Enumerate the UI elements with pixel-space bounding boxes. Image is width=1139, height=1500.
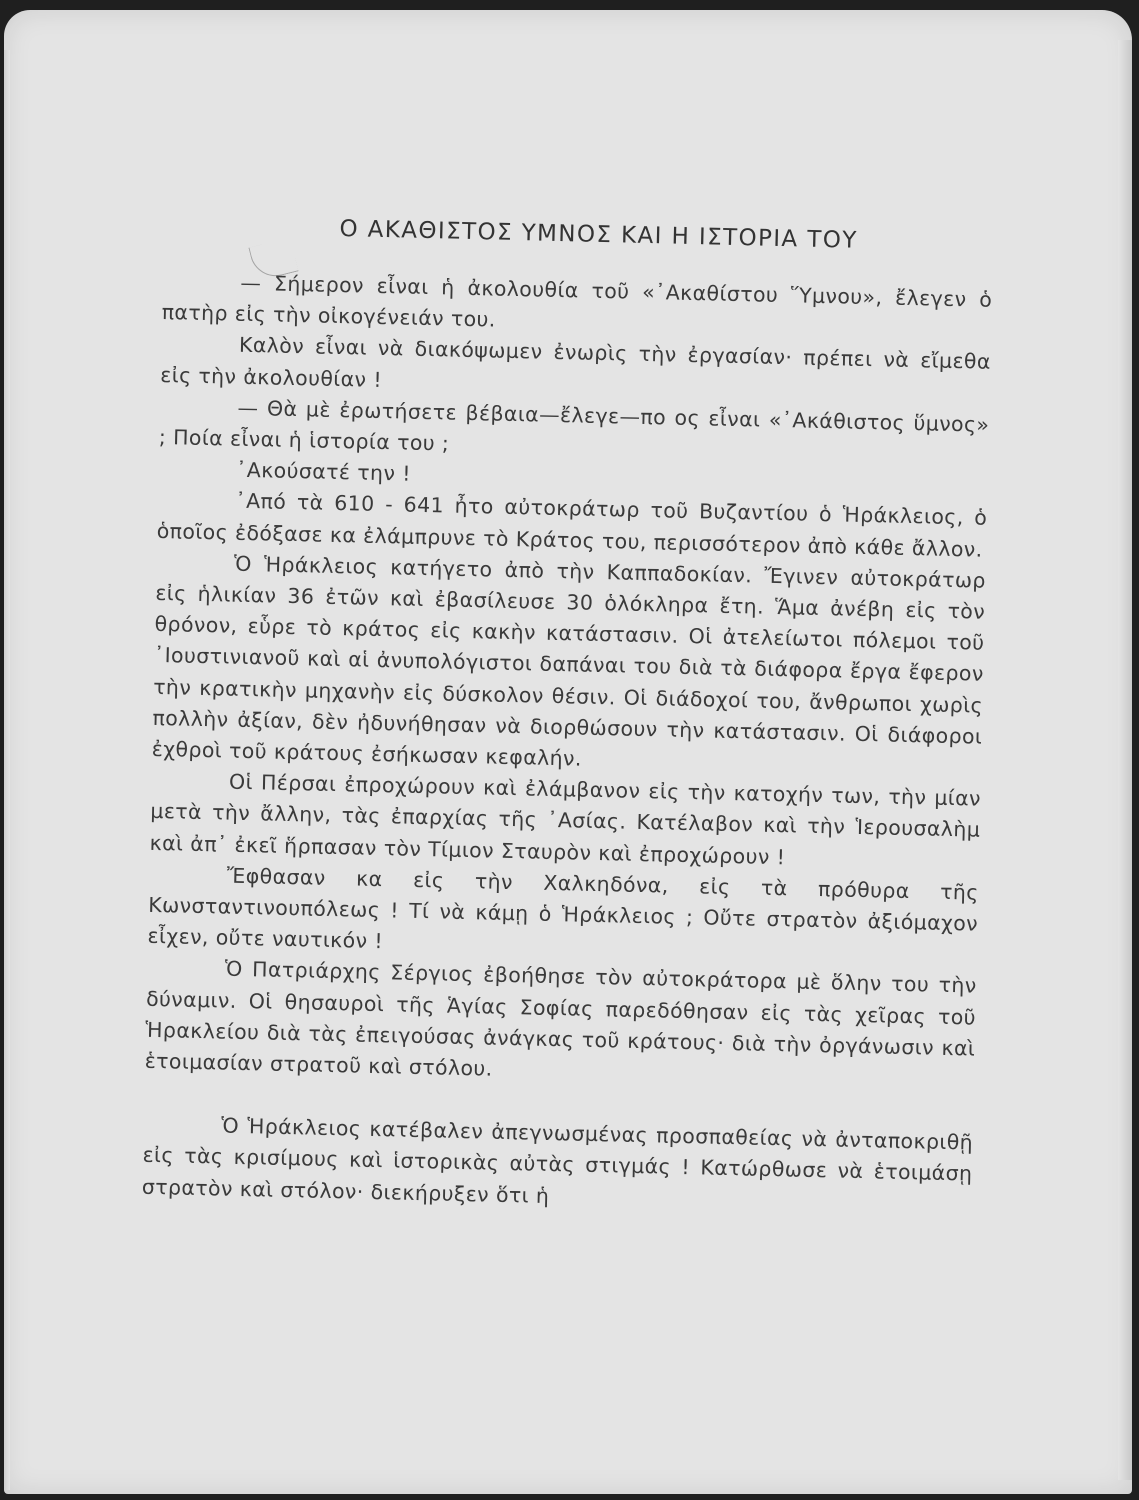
paragraph-8: Ἔφθασαν κα εἰς τὴν Χαλκηδόνα, εἰς τὰ πρόθυρα τῆς Κωνσταντινουπόλεως ! Τί νὰ κάμῃ ὁ Ἡράκλειος ; Οὔτε στρατὸν ἀξιόμαχον εἶχεν, οὔτε ναυτικόν ! [147,863,980,954]
page-title: Ο ΑΚΑΘΙΣΤΟΣ ΥΜΝΟΣ ΚΑΙ Η ΙΣΤΟΡΙΑ ΤΟΥ [339,215,858,254]
paragraph-4: ᾿Ακούσατέ την ! [235,457,412,486]
paragraph-2: Καλὸν εἶναι νὰ διακόψωμεν ἐνωρὶς τὴν ἐργασίαν· πρέπει νὰ εἴμεθα εἰς τὴν ἀκολουθίαν ! [160,333,992,392]
paragraph-5: ᾿Από τὰ 610 - 641 ἦτο αὐτοκράτωρ τοῦ Βυζαντίου ὁ Ἡράκλειος, ὁ ὁποῖος ἐδόξασε κα ἐλάμπρυνε τὸ Κράτος του, περισσότερον ἀπὸ κάθε ἄλλον. [156,489,988,562]
paragraph-10: Ὁ Ἡράκλειος κατέβαλεν ἀπεγνωσμένας προσπαθείας νὰ ἀνταποκριθῇ εἰς τὰς κρισίμους καὶ ἱστορικὰς αὐτὰς στιγμάς ! Κατώρθωσε νὰ ἑτοιμάσῃ στρατὸν καὶ στόλον· διεκήρυξεν ὅτι ἡ [141,1113,974,1208]
paragraph-6: Ὁ Ἡράκλειος κατήγετο ἀπὸ τὴν Καππαδοκίαν. Ἔγινεν αὐτοκράτωρ εἰς ἡλικίαν 36 ἐτῶν καὶ ἐβασίλευσε 30 ὁλόκληρα ἔτη. Ἅμα ἀνέβη εἰς τὸν θρόνον, εὗρε τὸ κράτος εἰς κακὴν κατάστασιν. Οἱ ἀτελείωτοι πόλεμοι τοῦ ᾿Ιουστινιανοῦ καὶ αἱ ἀνυπολόγιστοι δαπάναι του διὰ τὰ διάφορα ἔργα ἔφερον τὴν κρατικὴν μηχανὴν εἰς δύσκολον θέσιν. Οἱ διάδοχοί του, ἄνθρωποι χωρὶς πολλὴν ἀξίαν, δὲν ἠδυνήθησαν νὰ διορθώσουν τὴν κατάστασιν. Οἱ διάφοροι ἐχθροὶ τοῦ κράτους ἐσήκωσαν κεφαλήν. [151,551,987,771]
page-text-block [142,212,994,1221]
paragraph-1: — Σήμερον εἶναι ἡ ἀκολουθία τοῦ «᾿Ακαθίστου Ὕμνου», ἔλεγεν ὁ πατὴρ εἰς τὴν οἰκογένειάν του. [161,270,993,332]
paragraph-9: Ὁ Πατριάρχης Σέργιος ἐβοήθησε τὸν αὐτοκράτορα μὲ ὅλην του τὴν δύναμιν. Οἱ θησαυροὶ τῆς Ἁγίας Σοφίας παρεδόθησαν εἰς τὰς χεῖρας τοῦ Ἡρακλείου διὰ τὰς ἐπειγούσας ἀνάγκας τοῦ κράτους· διὰ τὴν ὀργάνωσιν καὶ ἑτοιμασίαν στρατοῦ καὶ στόλου. [144,957,977,1081]
book-page [4,10,1132,1494]
paragraph-7: Οἱ Πέρσαι ἐπροχώρουν καὶ ἐλάμβανον εἰς τὴν κατοχήν των, τὴν μίαν μετὰ τὴν ἄλλην, τὰς ἐπαρχίας τῆς ᾿Ασίας. Κατέλαβον καὶ τὴν Ἱερουσαλὴμ καὶ ἀπ᾿ ἐκεῖ ἥρπασαν τὸν Τίμιον Σταυρὸν καὶ ἐπροχώρουν ! [149,769,982,869]
paragraph-3: — Θὰ μὲ ἐρωτήσετε βέβαια—ἔλεγε—πο ος εἶναι «᾿Ακάθιστος ὕμνος» ; Ποία εἶναι ἡ ἱστορία του ; [158,395,990,456]
